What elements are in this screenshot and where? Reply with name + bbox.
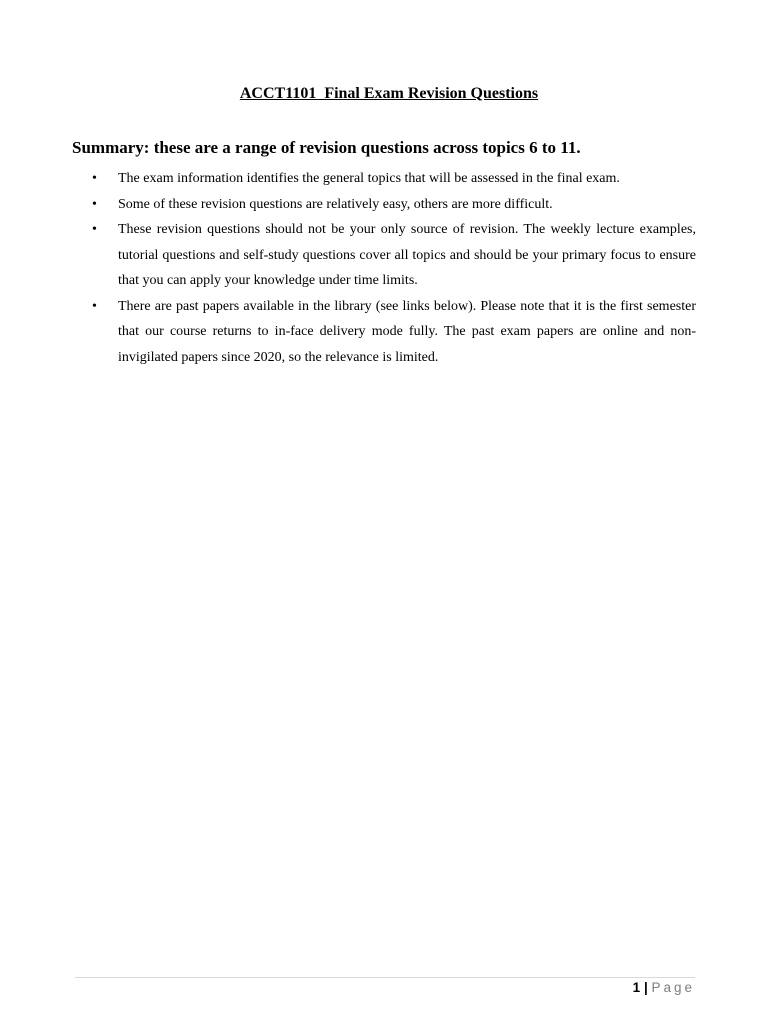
bullet-icon: •: [92, 171, 97, 186]
footer-separator: |: [640, 980, 652, 995]
summary-heading: Summary: these are a range of revision questions across topics 6 to 11.: [72, 138, 581, 157]
list-item: [90, 217, 696, 294]
bullet-icon: •: [92, 222, 97, 237]
page-footer: [633, 980, 695, 995]
document-title: ACCT1101 Final Exam Revision Questions: [239, 85, 539, 102]
list-item-text: There are past papers available in the library (see links below). Please note that it is the first semester that our course returns to in-face delivery mode fully. The past exam papers are online and non-invigilated papers since 2020, so the relevance is limited.: [118, 298, 696, 365]
list-item-text: These revision questions should not be your only source of revision. The weekly lecture examples, tutorial questions and self-study questions cover all topics and should be your primary focus to ensure that you can apply your knowledge under time limits.: [118, 222, 696, 288]
list-item: [90, 166, 696, 192]
bullet-list: [90, 166, 696, 370]
list-item: [90, 192, 696, 218]
list-item: [90, 294, 696, 371]
list-item-text: The exam information identifies the general topics that will be assessed in the final exam.: [118, 171, 620, 186]
bullet-icon: •: [92, 298, 97, 314]
list-item-text: Some of these revision questions are relatively easy, others are more difficult.: [118, 196, 553, 212]
page-number: 1: [632, 980, 641, 995]
bullet-icon: •: [92, 196, 97, 212]
footer-divider: [75, 977, 695, 978]
page-label: Page: [651, 980, 695, 995]
